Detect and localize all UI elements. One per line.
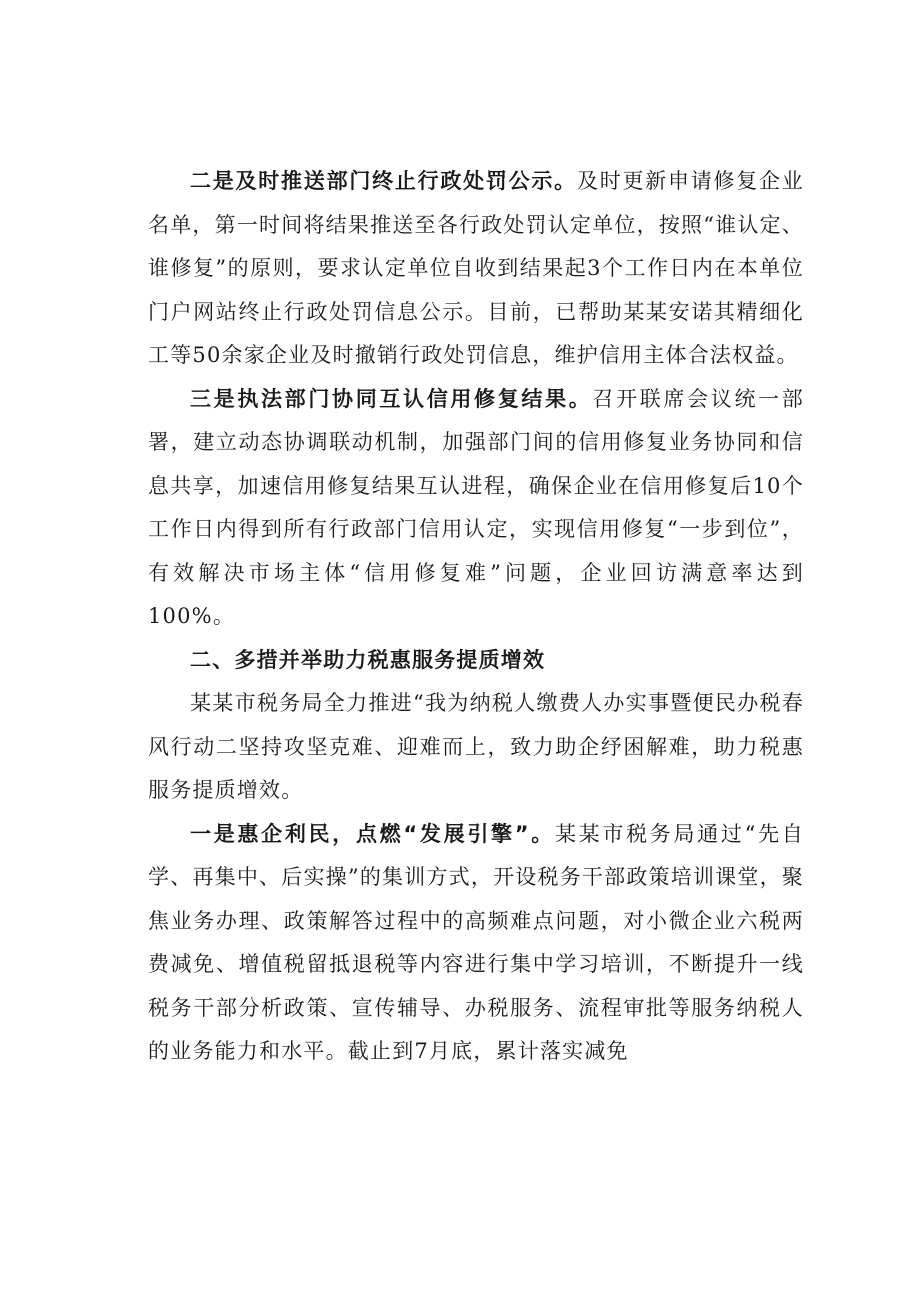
paragraph-penalty-publicity bbox=[148, 160, 804, 378]
paragraph-lead: 二是及时推送部门终止行政处罚公示。 bbox=[190, 169, 577, 193]
section-heading: 二、多措并举助力税惠服务提质增效 bbox=[190, 647, 546, 672]
paragraph-lead: 三是执法部门协同互认信用修复结果。 bbox=[190, 386, 593, 411]
paragraph-lead: 一是惠企利民，点燃“发展引擎”。 bbox=[190, 821, 555, 846]
paragraph-text: 某某市税务局通过“先自学、再集中、后实操”的集训方式，开设税务干部政策培训课堂，聚焦业务办理、政策解答过程中的高频难点问题，对小微企业六税两费减免、增值税留抵退税等内容进行集中学习培训，不断提升一线税务干部分析政策、宣传辅导、办税服务、流程审批等服务纳税人的业务能力和水平。截止到7月底，累计落实减免 bbox=[148, 821, 804, 1063]
paragraph-intro: 某某市税务局全力推进“我为纳税人缴费人办实事暨便民办税春风行动二坚持攻坚克难、迎难而上，致力助企纾困解难，助力税惠服务提质增效。 bbox=[148, 691, 804, 802]
paragraph-mutual-recognition bbox=[148, 378, 804, 639]
paragraph-benefit-enterprises bbox=[148, 813, 804, 1074]
paragraph-text: 及时更新申请修复企业名单，第一时间将结果推送至各行政处罚认定单位，按照“谁认定、谁修复”的原则，要求认定单位自收到结果起3个工作日内在本单位门户网站终止行政处罚信息公示。目前，已帮助某某安诺其精细化工等50余家企业及时撤销行政处罚信息，维护信用主体合法权益。 bbox=[148, 169, 805, 367]
document-body bbox=[148, 160, 804, 1074]
paragraph-text: 召开联席会议统一部署，建立动态协调联动机制，加强部门间的信用修复业务协同和信息共享，加速信用修复结果互认进程，确保企业在信用修复后10个工作日内得到所有行政部门信用认定，实现信用修复“一步到位”，有效解决市场主体“信用修复难”问题，企业回访满意率达到100%。 bbox=[148, 386, 804, 628]
